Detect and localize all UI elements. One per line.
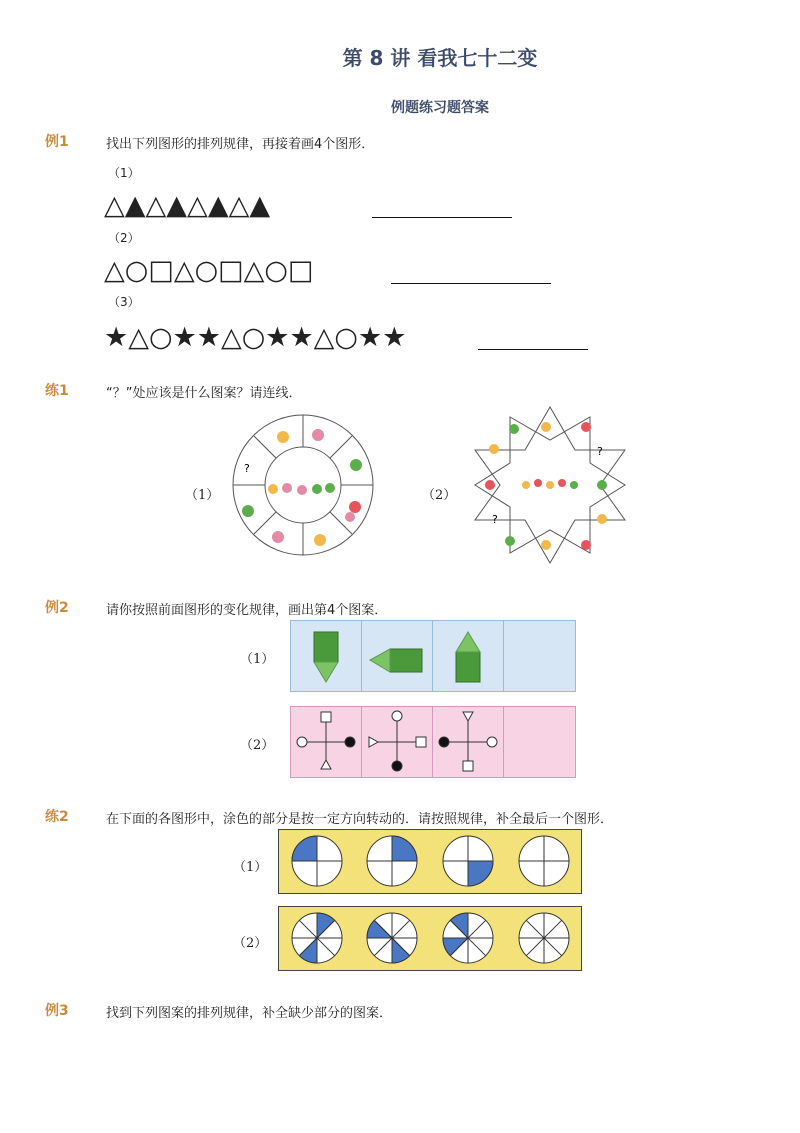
quarter-row-label: （1）	[233, 860, 268, 875]
example-1-tag: 例1	[45, 134, 69, 150]
practice-1-tag: 练1	[45, 383, 69, 399]
item-2-label: （2）	[108, 231, 140, 245]
eighth-row-label: （2）	[233, 936, 268, 951]
item-3-label: （3）	[108, 295, 140, 309]
panel-2-label: （2）	[240, 738, 275, 753]
example-1-prompt: 找出下列图形的排列规律，再接着画4个图形．	[106, 137, 375, 152]
answer-blank-2	[391, 283, 551, 284]
page-title: 第 8 讲 看我七十二变	[342, 46, 538, 70]
pentagon-sequence-panel	[290, 620, 576, 692]
practice-1-prompt: “？”处应该是什么图案？请连线．	[106, 386, 302, 401]
wheel-1-label: （1）	[185, 488, 220, 503]
question-mark: ?	[597, 445, 603, 458]
answer-blank-3	[478, 349, 588, 350]
example-3-tag: 例3	[45, 1003, 69, 1019]
shape-sequence-3: ★△○★★△○★★△○★★	[104, 322, 407, 353]
item-1-label: （1）	[108, 166, 140, 180]
page-subtitle: 例题练习题答案	[391, 100, 489, 116]
example-2-tag: 例2	[45, 600, 69, 616]
practice-2-prompt: 在下面的各图形中，涂色的部分是按一定方向转动的．请按照规律，补全最后一个图形．	[106, 812, 614, 827]
question-mark: ?	[244, 462, 250, 475]
question-mark: ?	[492, 513, 498, 526]
quarter-circle-rotation-row	[278, 829, 582, 894]
animal-star-diagram	[470, 405, 630, 565]
answer-blank-1	[372, 217, 512, 218]
practice-2-tag: 练2	[45, 809, 69, 825]
shape-sequence-1: △▲△▲△▲△▲	[104, 190, 271, 221]
animal-wheel-diagram	[230, 410, 376, 560]
cross-sequence-panel	[290, 706, 576, 778]
panel-1-label: （1）	[240, 652, 275, 667]
eighth-circle-rotation-row	[278, 906, 582, 971]
example-2-prompt: 请你按照前面图形的变化规律，画出第4个图案．	[106, 603, 388, 618]
example-3-prompt: 找到下列图案的排列规律，补全缺少部分的图案．	[106, 1006, 393, 1021]
star-1-label: （2）	[422, 488, 457, 503]
shape-sequence-2: △○□△○□△○□	[104, 255, 314, 286]
